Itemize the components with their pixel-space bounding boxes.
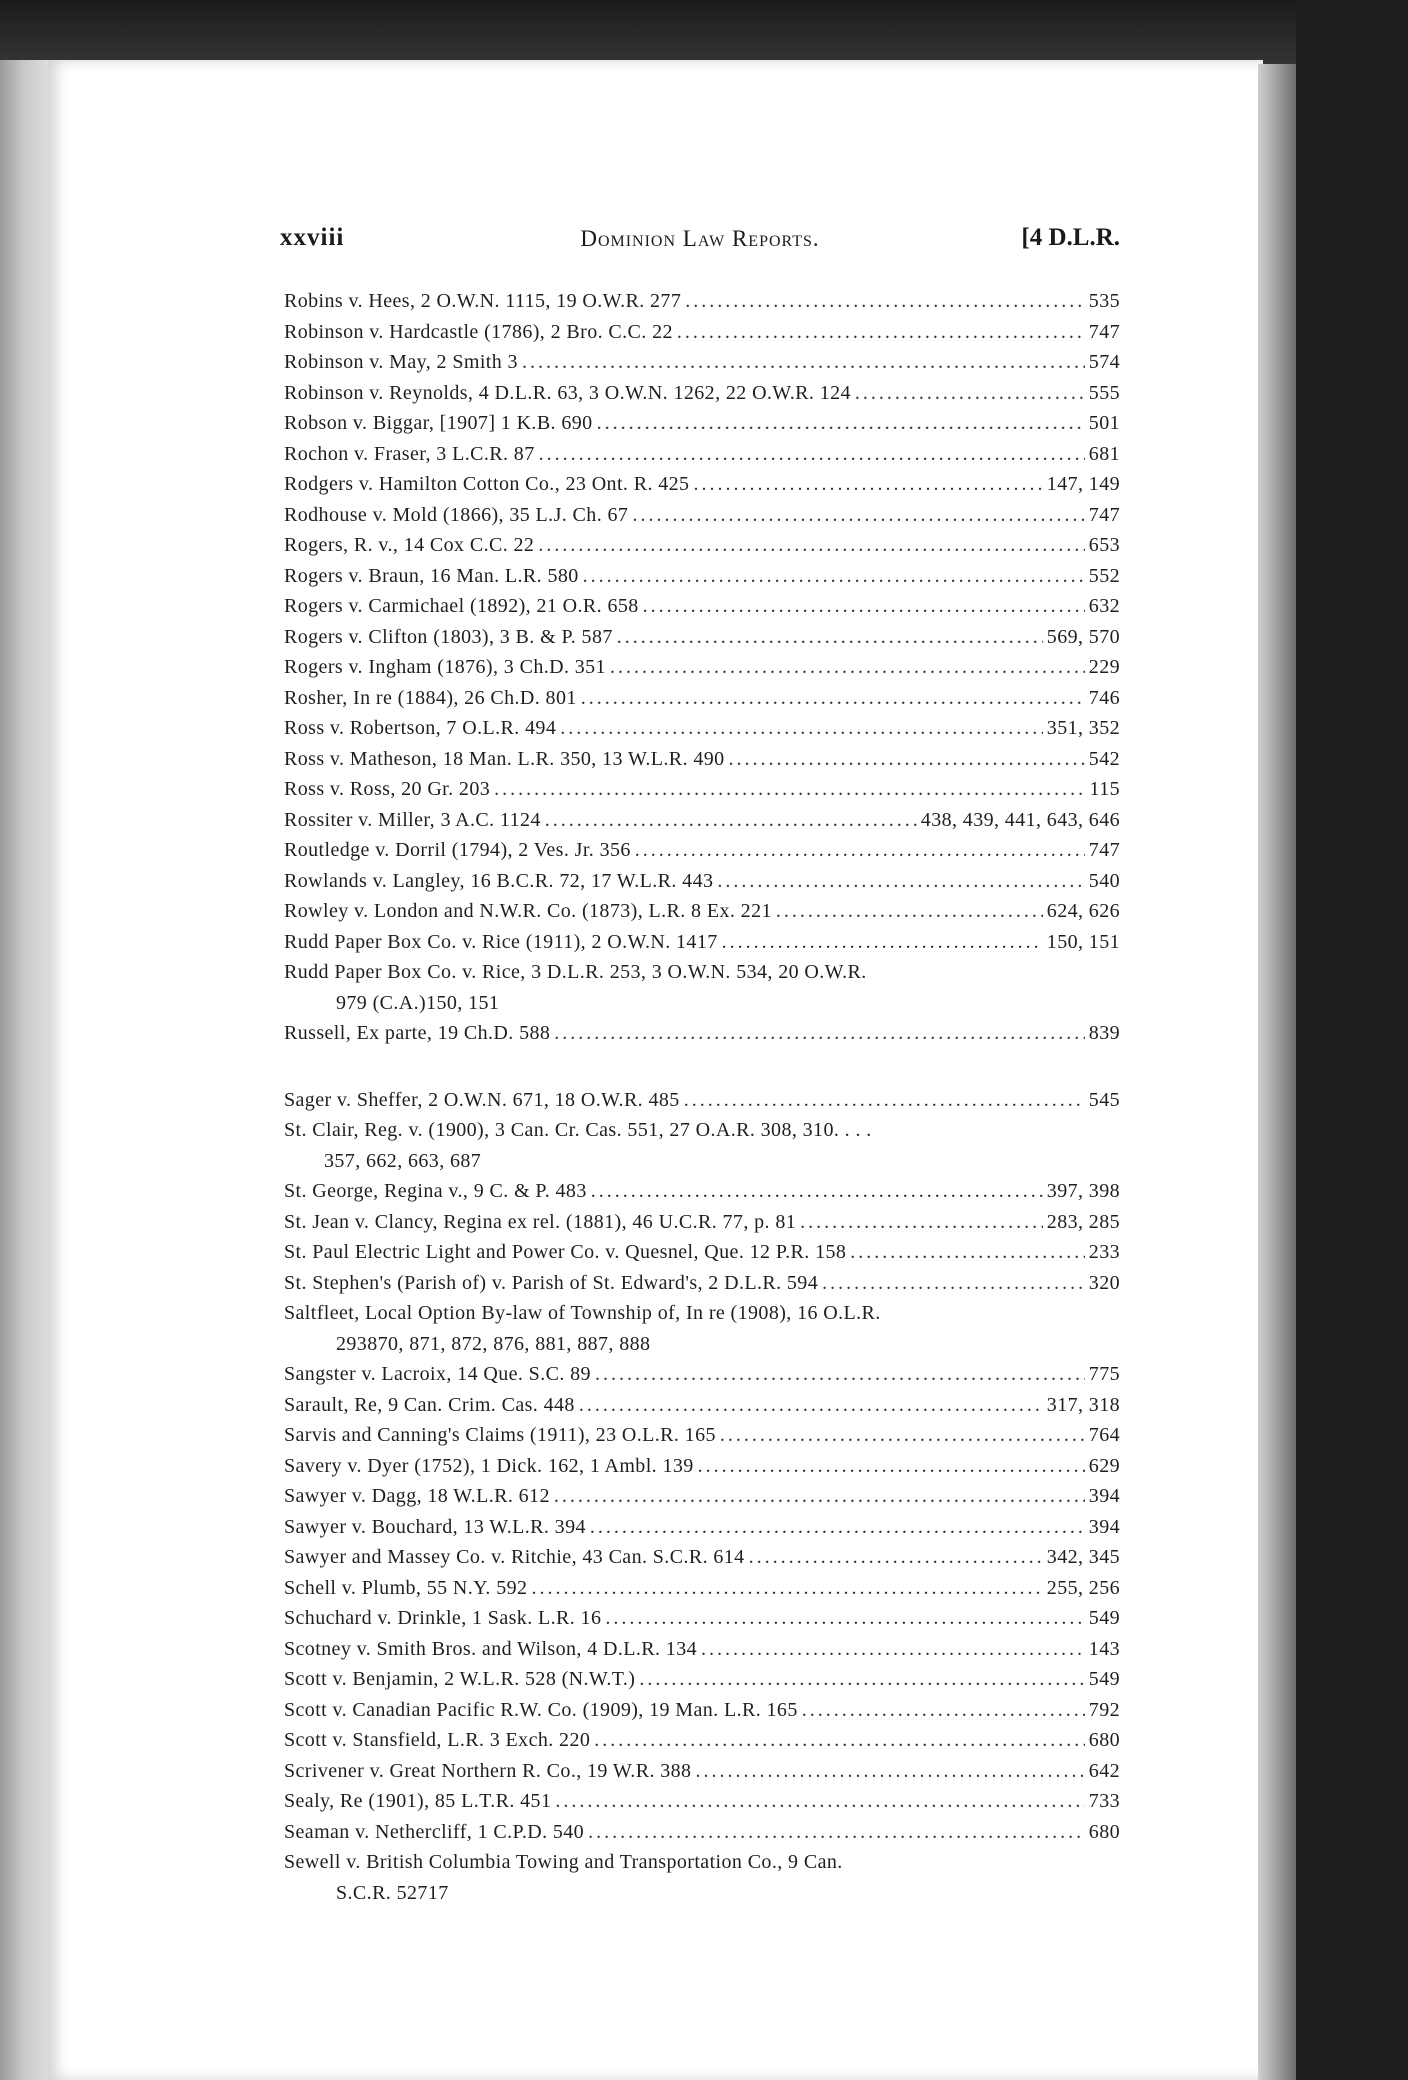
- leader-dots: [583, 561, 1085, 592]
- entry-name: Rudd Paper Box Co. v. Rice, 3 D.L.R. 253, 3 O.W.N. 534, 20 O.W.R.: [284, 961, 867, 983]
- leader-dots: [581, 683, 1085, 714]
- index-entry: [284, 1085, 1120, 1116]
- entry-pages: 357, 662, 663, 687: [324, 1149, 482, 1172]
- leader-dots: [588, 1817, 1085, 1848]
- entry-name: Rossiter v. Miller, 3 A.C. 1124: [284, 808, 541, 831]
- index-entry: [284, 713, 1120, 744]
- index-entry: [284, 1786, 1120, 1817]
- entry-pages: 681: [1088, 442, 1120, 465]
- entry-name: Rowley v. London and N.W.R. Co. (1873), L.R. 8 Ex. 221: [284, 900, 772, 922]
- leader-dots: [635, 835, 1085, 866]
- entry-pages: 255, 256: [1046, 1576, 1120, 1599]
- leader-dots: [610, 652, 1085, 683]
- entry-name: St. Jean v. Clancy, Regina ex rel. (1881), 46 U.C.R. 77, p. 81: [284, 1210, 797, 1233]
- leader-dots: [720, 1420, 1085, 1451]
- index-entry: [284, 286, 1120, 317]
- index-entry: [284, 591, 1120, 622]
- page-edge-shadow: [1258, 64, 1296, 2080]
- leader-dots: [684, 1085, 1085, 1116]
- entry-name: Sager v. Sheffer, 2 O.W.N. 671, 18 O.W.R. 485: [284, 1088, 680, 1111]
- entry-pages: 394: [1088, 1515, 1120, 1538]
- entry-pages: 351, 352: [1046, 717, 1120, 739]
- entry-pages: 115: [1089, 778, 1120, 800]
- entry-name: Robinson v. Hardcastle (1786), 2 Bro. C.C. 22: [284, 320, 673, 343]
- leader-dots: [617, 622, 1043, 653]
- leader-dots: [701, 1634, 1085, 1665]
- index-group-s: [284, 1176, 1120, 1298]
- entry-pages: 792: [1088, 1698, 1120, 1721]
- scan-background: [1296, 0, 1408, 2080]
- index-entry: [284, 1756, 1120, 1787]
- leader-dots: [729, 744, 1085, 775]
- entry-pages: 747: [1088, 503, 1120, 526]
- entry-pages: 653: [1088, 534, 1120, 556]
- index-entry: [284, 1451, 1120, 1482]
- leader-dots: [545, 805, 917, 836]
- index-group-r: [284, 286, 1120, 957]
- index-entry: [284, 1512, 1120, 1543]
- leader-dots: [776, 896, 1043, 927]
- leader-dots: [722, 927, 1043, 958]
- index-entry: [284, 1481, 1120, 1512]
- leader-dots: [595, 1359, 1085, 1390]
- entry-name: Sawyer and Massey Co. v. Ritchie, 43 Can. S.C.R. 614: [284, 1546, 745, 1568]
- entry-pages: 746: [1088, 686, 1120, 709]
- leader-dots: [522, 347, 1085, 378]
- entry-pages: 535: [1088, 290, 1120, 312]
- index-entry: [284, 835, 1120, 866]
- section-gap: [284, 1049, 1120, 1085]
- leader-dots: [698, 1451, 1085, 1482]
- entry-name: Rogers v. Carmichael (1892), 21 O.R. 658: [284, 595, 639, 617]
- entry-name: Rogers v. Braun, 16 Man. L.R. 580: [284, 564, 579, 587]
- entry-name: Sawyer v. Dagg, 18 W.L.R. 612: [284, 1485, 550, 1507]
- leader-dots: [605, 1603, 1084, 1634]
- entry-name: St. Stephen's (Parish of) v. Parish of St. Edward's, 2 D.L.R. 594: [284, 1271, 819, 1294]
- entry-name: Rodhouse v. Mold (1866), 35 L.J. Ch. 67: [284, 503, 629, 526]
- entry-pages: 150, 151: [426, 991, 500, 1014]
- leader-dots: [695, 1756, 1084, 1787]
- entry-pages: 839: [1088, 1022, 1120, 1044]
- entry-pages: 870, 871, 872, 876, 881, 887, 888: [367, 1332, 651, 1355]
- index-entry: [284, 1018, 1120, 1049]
- entry-name: Robins v. Hees, 2 O.W.N. 1115, 19 O.W.R. 277: [284, 290, 682, 312]
- leader-dots: [591, 1176, 1043, 1207]
- leader-dots: [579, 1390, 1043, 1421]
- index-entry: [284, 317, 1120, 348]
- index-entry: [284, 500, 1120, 531]
- leader-dots: [538, 530, 1084, 561]
- entry-name: St. Paul Electric Light and Power Co. v. Quesnel, Que. 12 P.R. 158: [284, 1241, 847, 1263]
- entry-name-continued: S.C.R. 527: [336, 1881, 428, 1904]
- entry-name: Rogers v. Ingham (1876), 3 Ch.D. 351: [284, 656, 606, 678]
- entry-pages: 229: [1088, 656, 1120, 678]
- entry-name: Rodgers v. Hamilton Cotton Co., 23 Ont. R. 425: [284, 473, 690, 495]
- index-entry: [284, 1664, 1120, 1695]
- leader-dots: [597, 408, 1085, 439]
- index-entry: [284, 1847, 1120, 1908]
- entry-pages: 397, 398: [1046, 1180, 1120, 1202]
- index-entry: [284, 1115, 1120, 1176]
- entry-name: Sarvis and Canning's Claims (1911), 23 O.L.R. 165: [284, 1424, 716, 1446]
- entry-name: Sealy, Re (1901), 85 L.T.R. 451: [284, 1790, 552, 1812]
- entry-pages: 549: [1088, 1668, 1120, 1690]
- entry-name: Scrivener v. Great Northern R. Co., 19 W.R. 388: [284, 1759, 692, 1782]
- entry-pages: 394: [1088, 1485, 1120, 1507]
- entry-pages: 574: [1088, 351, 1120, 373]
- entry-name: Saltfleet, Local Option By-law of Township of, In re (1908), 16 O.L.R.: [284, 1302, 881, 1324]
- index-entry: [284, 744, 1120, 775]
- index-entry: [284, 896, 1120, 927]
- leader-dots: [822, 1268, 1085, 1299]
- index-entry: [284, 408, 1120, 439]
- entry-pages: 552: [1088, 564, 1120, 587]
- index-entry: [284, 378, 1120, 409]
- entry-pages: 545: [1088, 1088, 1120, 1111]
- leader-dots: [800, 1207, 1043, 1238]
- entry-pages: 764: [1088, 1424, 1120, 1446]
- entry-pages: 642: [1088, 1759, 1120, 1782]
- entry-name: Rogers v. Clifton (1803), 3 B. & P. 587: [284, 625, 613, 648]
- entry-name: Sewell v. British Columbia Towing and Transportation Co., 9 Can.: [284, 1851, 843, 1873]
- entry-name: Rudd Paper Box Co. v. Rice (1911), 2 O.W.N. 1417: [284, 930, 718, 953]
- index-entry: [284, 1603, 1120, 1634]
- entry-pages: 747: [1088, 839, 1120, 861]
- entry-pages: 17: [427, 1881, 449, 1904]
- leader-dots: [685, 286, 1085, 317]
- entry-name: Rogers, R. v., 14 Cox C.C. 22: [284, 534, 535, 556]
- index-entry: [284, 1237, 1120, 1268]
- entry-pages: 632: [1088, 595, 1120, 617]
- leader-dots: [554, 1018, 1085, 1049]
- leader-dots: [855, 378, 1085, 409]
- leader-dots: [560, 713, 1043, 744]
- index-entry: [284, 652, 1120, 683]
- entry-name: Savery v. Dyer (1752), 1 Dick. 162, 1 Ambl. 139: [284, 1454, 694, 1477]
- index-entry: [284, 439, 1120, 470]
- index-entry: [284, 1725, 1120, 1756]
- leader-dots: [802, 1695, 1085, 1726]
- leader-dots: [693, 469, 1042, 500]
- index-entry: [284, 774, 1120, 805]
- entry-name: Russell, Ex parte, 19 Ch.D. 588: [284, 1022, 551, 1044]
- index-entry: [284, 927, 1120, 958]
- entry-pages: 501: [1088, 412, 1120, 434]
- index-entry: [284, 1207, 1120, 1238]
- leader-dots: [554, 1481, 1085, 1512]
- entry-pages: 680: [1088, 1729, 1120, 1751]
- entry-name: Robinson v. Reynolds, 4 D.L.R. 63, 3 O.W.N. 1262, 22 O.W.R. 124: [284, 381, 851, 404]
- entry-name: Rochon v. Fraser, 3 L.C.R. 87: [284, 442, 535, 465]
- entry-pages: 629: [1088, 1454, 1120, 1477]
- entry-pages: 540: [1088, 869, 1120, 892]
- entry-pages: 317, 318: [1046, 1393, 1120, 1416]
- index-entry: [284, 805, 1120, 836]
- index-entry: [284, 866, 1120, 897]
- index-entry: [284, 683, 1120, 714]
- entry-name-continued: 979 (C.A.): [336, 991, 427, 1014]
- index-entry: [284, 1359, 1120, 1390]
- index-entry: [284, 469, 1120, 500]
- entry-name: Sarault, Re, 9 Can. Crim. Cas. 448: [284, 1393, 575, 1416]
- entry-pages: 147, 149: [1046, 473, 1120, 495]
- entry-name: Rosher, In re (1884), 26 Ch.D. 801: [284, 686, 577, 709]
- index-entry: [284, 1390, 1120, 1421]
- leader-dots: [643, 591, 1085, 622]
- entry-name: Rowlands v. Langley, 16 B.C.R. 72, 17 W.L.R. 443: [284, 869, 714, 892]
- index-entry: [284, 622, 1120, 653]
- entry-pages: 733: [1088, 1790, 1120, 1812]
- leader-dots: [531, 1573, 1042, 1604]
- index-group-s: [284, 1359, 1120, 1847]
- leader-dots: [850, 1237, 1085, 1268]
- entry-pages: 342, 345: [1046, 1546, 1120, 1568]
- entry-name: Scott v. Stansfield, L.R. 3 Exch. 220: [284, 1729, 591, 1751]
- entry-name: Ross v. Ross, 20 Gr. 203: [284, 778, 491, 800]
- leader-dots: [677, 317, 1085, 348]
- page-number: xxviii: [280, 224, 345, 251]
- leader-dots: [749, 1542, 1043, 1573]
- index-entry: [284, 561, 1120, 592]
- index-group-s: [284, 1085, 1120, 1116]
- leader-dots: [494, 774, 1085, 805]
- entry-pages: 569, 570: [1046, 625, 1120, 648]
- index-entry: [284, 530, 1120, 561]
- index-entry: [284, 1268, 1120, 1299]
- entry-name: Schuchard v. Drinkle, 1 Sask. L.R. 16: [284, 1607, 602, 1629]
- entry-name: Schell v. Plumb, 55 N.Y. 592: [284, 1576, 528, 1599]
- entry-name-continued: 293: [336, 1332, 368, 1355]
- index-entry: [284, 347, 1120, 378]
- index-entry: [284, 1542, 1120, 1573]
- index-entry: [284, 1420, 1120, 1451]
- index-entry: [284, 1817, 1120, 1848]
- index-entry: [284, 1298, 1120, 1359]
- entry-pages: 747: [1088, 320, 1120, 343]
- entry-pages: 775: [1088, 1363, 1120, 1385]
- leader-dots: [590, 1512, 1085, 1543]
- index-entry: [284, 1695, 1120, 1726]
- entry-pages: 542: [1088, 747, 1120, 770]
- running-header: [280, 224, 1120, 260]
- entry-name: Sangster v. Lacroix, 14 Que. S.C. 89: [284, 1363, 591, 1385]
- entry-pages: 233: [1088, 1241, 1120, 1263]
- leader-dots: [594, 1725, 1085, 1756]
- running-title: Dominion Law Reports.: [580, 226, 820, 251]
- entry-name: St. George, Regina v., 9 C. & P. 483: [284, 1180, 587, 1202]
- entry-name: Ross v. Robertson, 7 O.L.R. 494: [284, 717, 557, 739]
- entry-name: Seaman v. Nethercliff, 1 C.P.D. 540: [284, 1820, 585, 1843]
- entry-pages: 555: [1088, 381, 1120, 404]
- entry-pages: 438, 439, 441, 643, 646: [920, 808, 1120, 831]
- entry-name: Robson v. Biggar, [1907] 1 K.B. 690: [284, 412, 593, 434]
- entry-name: Robinson v. May, 2 Smith 3: [284, 351, 518, 373]
- index-entry: [284, 1573, 1120, 1604]
- entry-name: St. Clair, Reg. v. (1900), 3 Can. Cr. Cas. 551, 27 O.A.R. 308, 310. . . .: [284, 1119, 872, 1141]
- index-entry: [284, 1634, 1120, 1665]
- entry-pages: 283, 285: [1046, 1210, 1120, 1233]
- entry-pages: 150, 151: [1046, 930, 1120, 953]
- entry-name: Scotney v. Smith Bros. and Wilson, 4 D.L.R. 134: [284, 1637, 697, 1660]
- entry-pages: 143: [1088, 1637, 1120, 1660]
- case-index: [284, 286, 1120, 1908]
- entry-name: Sawyer v. Bouchard, 13 W.L.R. 394: [284, 1515, 586, 1538]
- entry-pages: 320: [1088, 1271, 1120, 1294]
- entry-name: Ross v. Matheson, 18 Man. L.R. 350, 13 W.L.R. 490: [284, 747, 725, 770]
- leader-dots: [639, 1664, 1084, 1695]
- index-entry: [284, 957, 1120, 1018]
- leader-dots: [555, 1786, 1084, 1817]
- index-entry: [284, 1176, 1120, 1207]
- entry-pages: 549: [1088, 1607, 1120, 1629]
- leader-dots: [717, 866, 1084, 897]
- entry-name: Scott v. Benjamin, 2 W.L.R. 528 (N.W.T.): [284, 1668, 636, 1690]
- leader-dots: [632, 500, 1084, 531]
- entry-pages: 624, 626: [1046, 900, 1120, 922]
- entry-pages: 680: [1088, 1820, 1120, 1843]
- entry-name: Routledge v. Dorril (1794), 2 Ves. Jr. 356: [284, 839, 631, 861]
- leader-dots: [539, 439, 1085, 470]
- entry-name: Scott v. Canadian Pacific R.W. Co. (1909), 19 Man. L.R. 165: [284, 1698, 798, 1721]
- volume-label: [4 D.L.R.: [1021, 224, 1120, 251]
